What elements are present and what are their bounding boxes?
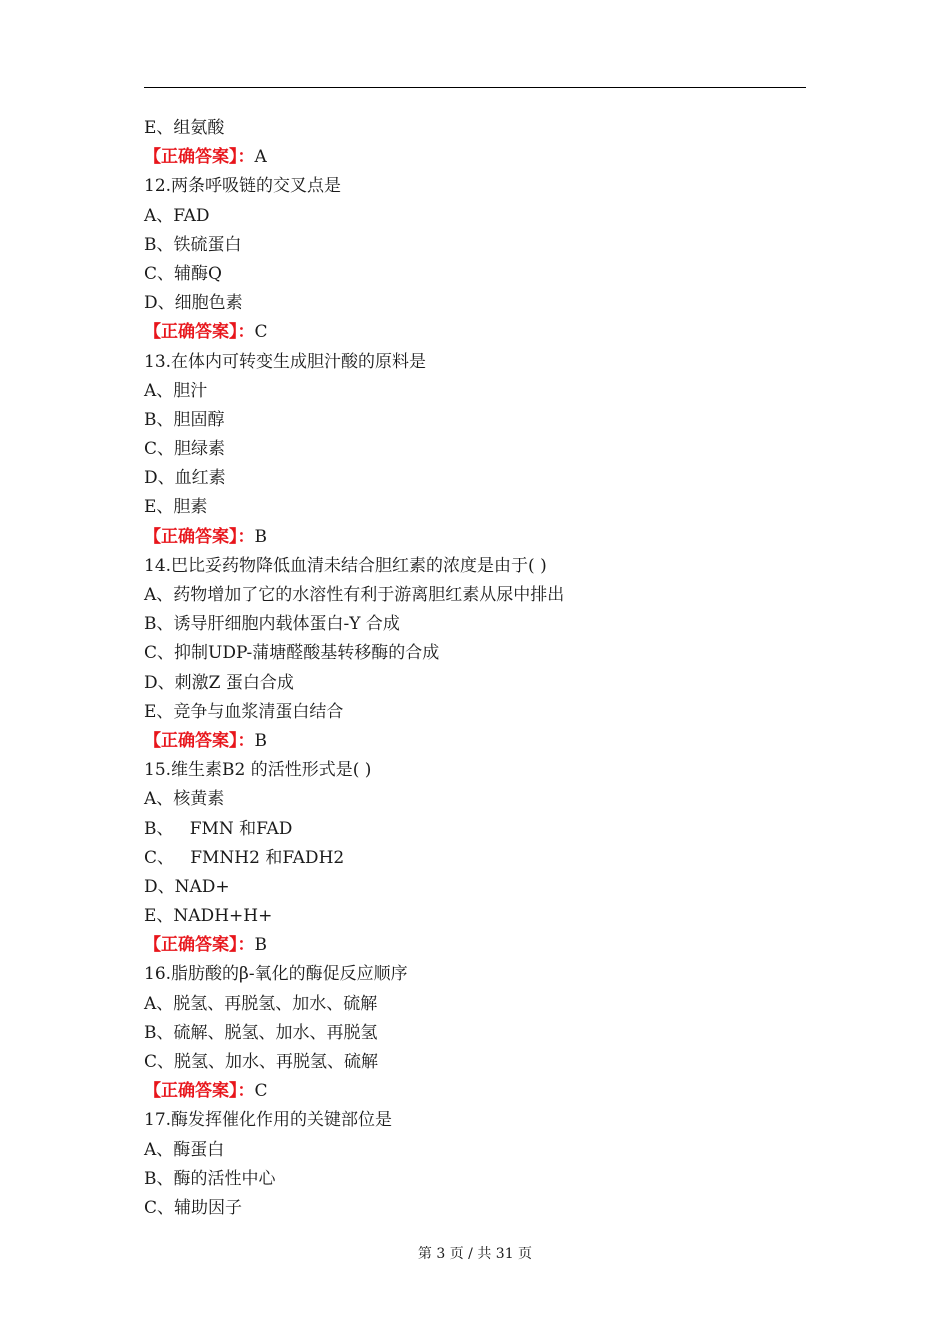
option-text: A、核黄素	[144, 789, 225, 810]
question-text: 14.巴比妥药物降低血清未结合胆红素的浓度是由于( )	[144, 555, 547, 576]
option-text: D、NAD+	[144, 876, 230, 897]
option-text: D、细胞色素	[144, 293, 243, 314]
answer-line	[144, 143, 806, 172]
header-rule	[144, 87, 806, 88]
option-text: B、 FMN 和FAD	[144, 818, 293, 839]
answer-value: B	[254, 730, 267, 751]
option-text: B、胆固醇	[144, 409, 225, 430]
answer-value: C	[254, 322, 268, 343]
option-text: B、酶的活性中心	[144, 1168, 276, 1189]
answer-line	[144, 523, 806, 552]
option-text: B、铁硫蛋白	[144, 234, 242, 255]
answer-label: 【正确答案】：	[144, 147, 255, 168]
option-text: C、辅助因子	[144, 1197, 243, 1218]
question-text: 16.脂肪酸的β-氧化的酶促反应顺序	[144, 964, 408, 985]
option-text: A、FAD	[144, 205, 210, 226]
option-text: A、脱氢、再脱氢、加水、硫解	[144, 993, 378, 1014]
answer-line	[144, 727, 806, 756]
document-body	[144, 114, 806, 1223]
option-text: E、胆素	[144, 497, 208, 518]
answer-value: B	[254, 935, 267, 956]
page-footer: 第 3 页 / 共 31 页	[417, 1246, 533, 1262]
answer-label: 【正确答案】：	[144, 322, 255, 343]
option-text: E、竞争与血浆清蛋白结合	[144, 701, 344, 722]
option-text: E、NADH+H+	[144, 906, 273, 927]
question-text: 13.在体内可转变生成胆汁酸的原料是	[144, 351, 427, 372]
option-text: A、胆汁	[144, 380, 208, 401]
answer-value: A	[254, 147, 267, 168]
option-text: A、酶蛋白	[144, 1139, 225, 1160]
answer-label: 【正确答案】：	[144, 935, 255, 956]
answer-label: 【正确答案】：	[144, 1081, 255, 1102]
answer-line	[144, 1077, 806, 1106]
option-text: B、硫解、脱氢、加水、再脱氢	[144, 1022, 378, 1043]
answer-line	[144, 318, 806, 347]
question-text: 15.维生素B2 的活性形式是( )	[144, 760, 372, 781]
answer-line	[144, 931, 806, 960]
option-text: C、 FMNH2 和FADH2	[144, 847, 345, 868]
answer-label: 【正确答案】：	[144, 730, 255, 751]
option-text: C、辅酶Q	[144, 263, 222, 284]
answer-value: C	[254, 1081, 268, 1102]
option-text: D、血红素	[144, 468, 226, 489]
option-text: C、脱氢、加水、再脱氢、硫解	[144, 1052, 379, 1072]
answer-value: B	[254, 526, 267, 547]
option-text: C、胆绿素	[144, 439, 226, 460]
option-text: E、组氨酸	[144, 118, 225, 138]
question-text: 12.两条呼吸链的交叉点是	[144, 176, 342, 197]
answer-label: 【正确答案】：	[144, 526, 255, 547]
option-text: B、诱导肝细胞内载体蛋白-Y 合成	[144, 614, 400, 635]
option-text: D、刺激Z 蛋白合成	[144, 672, 294, 693]
option-text: C、抑制UDP-蒲塘醛酸基转移酶的合成	[144, 643, 440, 664]
option-text: A、药物增加了它的水溶性有利于游离胆红素从尿中排出	[144, 585, 565, 605]
question-text: 17.酶发挥催化作用的关键部位是	[144, 1110, 393, 1131]
